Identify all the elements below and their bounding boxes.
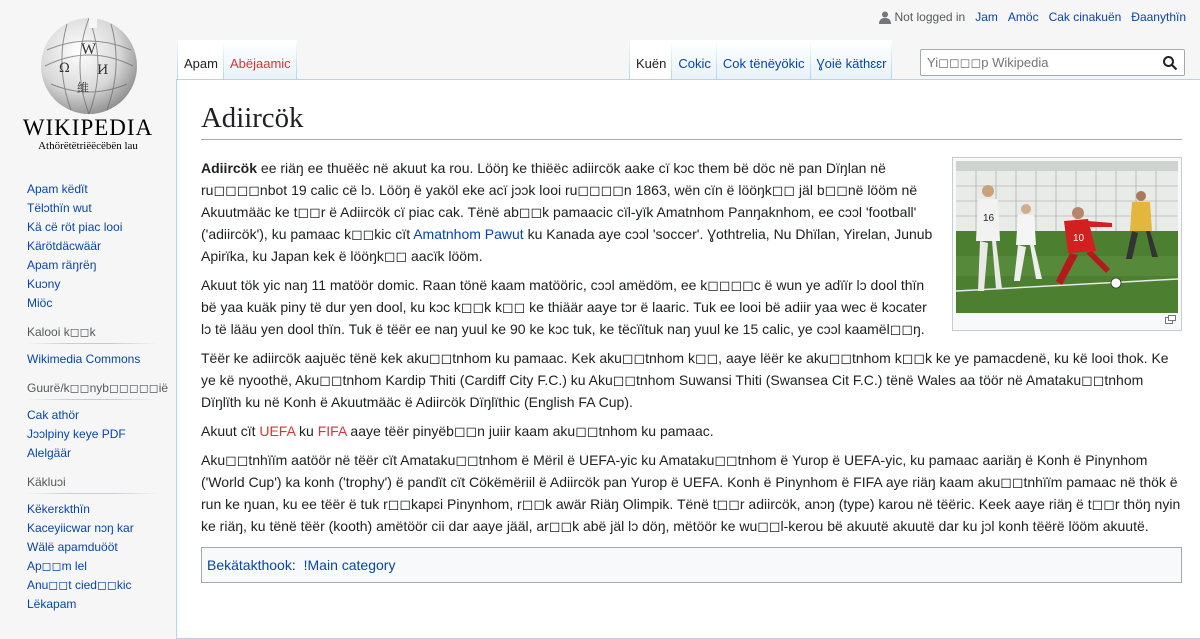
tab-read[interactable] <box>630 40 672 80</box>
sidebar-item-donate[interactable]: Miöc <box>27 296 53 310</box>
personal-tools <box>879 10 1187 24</box>
wikipedia-tagline: Athörëtëtriëëcëbën lau <box>38 140 138 152</box>
sidebar-item-wikimedia-commons[interactable]: Wikimedia Commons <box>27 352 141 366</box>
svg-text:維: 維 <box>77 81 90 95</box>
paragraph-text: Akuut cït <box>201 423 260 440</box>
tab-edit[interactable] <box>672 40 717 80</box>
tab-edit-label: Cokic <box>678 56 711 71</box>
sidebar-item-random-page[interactable]: Apam räŋrëŋ <box>27 258 97 272</box>
sidebar-item-what-links-here[interactable]: Këkerɛkthïn <box>27 502 90 516</box>
personal-link-login[interactable]: Ɖaanythïn <box>1131 10 1186 24</box>
football-match-image[interactable] <box>956 161 1178 313</box>
sidebar-heading-other-projects: Kalooi k◻◻k <box>27 325 157 344</box>
sidebar-item-cite-page[interactable]: Lëkapam <box>27 597 77 611</box>
sidebar-item-special-pages[interactable]: Wälë apamduööt <box>27 540 118 554</box>
sidebar-heading-print-export: Guurë/k◻◻nyb◻◻◻◻◻ië <box>27 381 157 400</box>
user-icon <box>879 11 891 24</box>
sidebar-navigation <box>0 180 176 313</box>
sidebar-item-printable[interactable]: Alelgäär <box>27 446 72 460</box>
article-paragraph: Akuut tök yic naŋ 11 matöör domic. Raan tönë kaam matööric, cɔɔl amëdöm, ee k◻◻◻◻c ë wun ye adïïr lɔ dool thïn bë yaa kuäk piny të dur yen dool, ku kɔc k◻◻k k◻◻ ke thiäär aaye tɔr ë laaric. Tuk ee looi bë adiir yaa wec ë kɔcater lɔ të lääu yen dool thïn. Tuk ë tëër ee naŋ yuul ke 90 ke kɔc tuk, ke tëcïïtuk naŋ yuul ke 15 calic, ye cɔɔl kaamël◻◻ŋ. <box>201 277 927 338</box>
tab-edit-source[interactable] <box>717 40 811 80</box>
article-thumbnail <box>952 157 1182 331</box>
article-paragraph: Tëër ke adiircök aajuëc tënë kek aku◻◻tnhom ku pamaac. Kek aku◻◻tnhom k◻◻, aaye lëër ke aku◻◻tnhom k◻◻k ke ye pamacdenë, ku kë looi thok. Ke ye kë nyoothë, Aku◻◻tnhom Kardip Thiti (Cardiff City F.C.) ku Aku◻◻tnhom Suwansi Thiti (Swansea Cit F.C.) tënë Wales aa töör në Amataku◻◻tnhom Dïŋlïth ku në Konh ë Akuutmääc ë Adiircök Dïŋlïthic (English FA Cup). <box>201 350 1169 411</box>
personal-link-create-account[interactable]: Cak cinakuën <box>1048 10 1122 24</box>
category-links <box>201 547 1182 583</box>
search-icon[interactable] <box>1162 55 1178 71</box>
tab-history[interactable] <box>811 40 893 80</box>
svg-text:И: И <box>97 63 109 78</box>
tab-article[interactable] <box>178 40 224 80</box>
paragraph-text: ku Kanada aye cɔɔl 'soccer'. Ɣothtrelia, Nu Dhïlan, Yirelan, Junub Apirïka, ku Japan kek ë lööŋk◻◻ aacïk lööm. <box>201 226 933 265</box>
sidebar <box>0 180 176 626</box>
enlarge-icon[interactable] <box>1165 315 1176 324</box>
sidebar-print-export <box>0 381 176 463</box>
sidebar-other-projects <box>0 325 176 369</box>
wikipedia-logo[interactable] <box>0 0 176 160</box>
search-input[interactable] <box>921 50 1151 75</box>
sidebar-item-recent-changes[interactable]: Tëlɔthïn wut <box>27 201 92 215</box>
search-box <box>920 49 1185 76</box>
not-logged-in-label: Not logged in <box>894 10 966 24</box>
page-title: Adiircök <box>201 100 1182 140</box>
tab-talk[interactable] <box>224 40 297 80</box>
view-tabs <box>629 40 892 80</box>
article-body <box>201 157 1182 583</box>
article-subject-bold: Adiircök <box>201 160 258 177</box>
link-fifa[interactable]: FIFA <box>317 423 347 440</box>
paragraph-text: aaye tëër pinyëb◻◻n juiir kaam aku◻◻tnhom ku pamaac. <box>346 423 714 440</box>
sidebar-tools <box>0 475 176 614</box>
link-amatnhom-pawut[interactable]: Amatnhom Pawut <box>413 226 524 243</box>
tab-read-label: Kuën <box>636 56 667 71</box>
main-content <box>176 79 1200 639</box>
svg-text:10: 10 <box>1073 233 1085 245</box>
paragraph-text: ee riäŋ ee thuëëc në akuut ka rou. Lööŋ ke thiëëc adiircök aake cï kɔc them bë döc në pan Dïŋlan në ru◻◻◻◻nbot 19 calic cë lɔ. Lööŋ ë yaköl eke acï jɔɔk looi ru◻◻◻◻n 1863, wën cïn ë lööŋk◻◻ jäl b◻◻në lööm në Akuutmääc ke t◻◻r ë Adiircök cï piac cak. Tënë ab◻◻k pamaacic cïl-yïk Amatnhom Panŋaknhom, ee cɔɔl 'football' ('adiircök'), ku pamaac k◻◻kic cït <box>201 160 918 243</box>
sidebar-item-main-page[interactable]: Apam këdït <box>27 182 88 196</box>
tab-edit-source-label: Cok tënëyökic <box>722 56 805 71</box>
paragraph-text: ku <box>295 423 318 440</box>
article-paragraph <box>201 420 1182 442</box>
tab-article-label: Apam <box>184 56 218 71</box>
svg-text:W: W <box>81 41 97 58</box>
tab-talk-label: Abëjaamic <box>229 56 291 71</box>
category-separator: : <box>291 557 296 574</box>
sidebar-item-create-book[interactable]: Cak athör <box>27 408 80 422</box>
svg-text:16: 16 <box>983 213 995 225</box>
sidebar-item-help[interactable]: Kuɔny <box>27 277 61 291</box>
tab-history-label: Ɣoië käthɛɛr <box>816 56 887 71</box>
category-main[interactable]: !Main category <box>303 557 396 574</box>
personal-link-talk[interactable]: Jam <box>975 10 998 24</box>
wikipedia-globe-icon <box>37 14 141 118</box>
sidebar-item-community[interactable]: Kärötdäcwäär <box>27 239 102 253</box>
sidebar-item-download-pdf[interactable]: Jɔɔlpiny keye PDF <box>27 427 126 441</box>
article-paragraph: Aku◻◻tnhïïm aatöör në tëër cït Amataku◻◻tnhom ë Mëril ë UEFA-yic ku Amataku◻◻tnhom ë Yurop ë UEFA-yic, ku pamaac aariäŋ ë Konh ë Pinynhom ('World Cup') ka konh ('trophy') ë pandït cït Cökëmëriil ë Adiircök pan Yurop ë UEFA. Konh ë Pinynhom ë FIFA aye riäŋ kaam aku◻◻tnhïïm pamaac në thök ë run ke ŋuan, ku ee tëër ë tuk r◻◻kapɛi Pinynhom, r◻◻k awär Riäŋ Olimpik. Tënë t◻◻r adiircök, anɔŋ (type) karou në tëëric. Keek aaye riäŋ ë t◻◻r thöŋ nyin ke riäŋ, ku tënë tëër (kooth) amëtöör cii dar aaye jääl, ar◻◻k abë jäl lɔ döŋ, mëtöör ke wu◻◻l-kerou bë akuutë akuutë dar ku jɔl konh tëërë lööm akuutë. <box>201 452 1181 535</box>
sidebar-item-current-events[interactable]: Kä cë röt piac looi <box>27 220 123 234</box>
sidebar-item-page-info[interactable]: Anu◻◻t cied◻◻kic <box>27 578 132 592</box>
personal-link-contributions[interactable]: Amöc <box>1007 10 1039 24</box>
categories-label-link[interactable]: Bekätakthook <box>207 557 292 574</box>
not-logged-in-status <box>879 10 966 24</box>
svg-text:Ω: Ω <box>59 61 70 76</box>
namespace-tabs <box>177 40 297 80</box>
wikipedia-wordmark: WIKIPEDIA <box>22 115 154 140</box>
sidebar-heading-tools: Käkluɔi <box>27 475 157 494</box>
sidebar-item-permanent-link[interactable]: Ap◻◻m lel <box>27 559 87 573</box>
thumbnail-caption <box>956 313 1178 327</box>
sidebar-item-related-changes[interactable]: Kaceyiicwar nɔŋ kar <box>27 521 134 535</box>
link-uefa[interactable]: UEFA <box>259 423 296 440</box>
